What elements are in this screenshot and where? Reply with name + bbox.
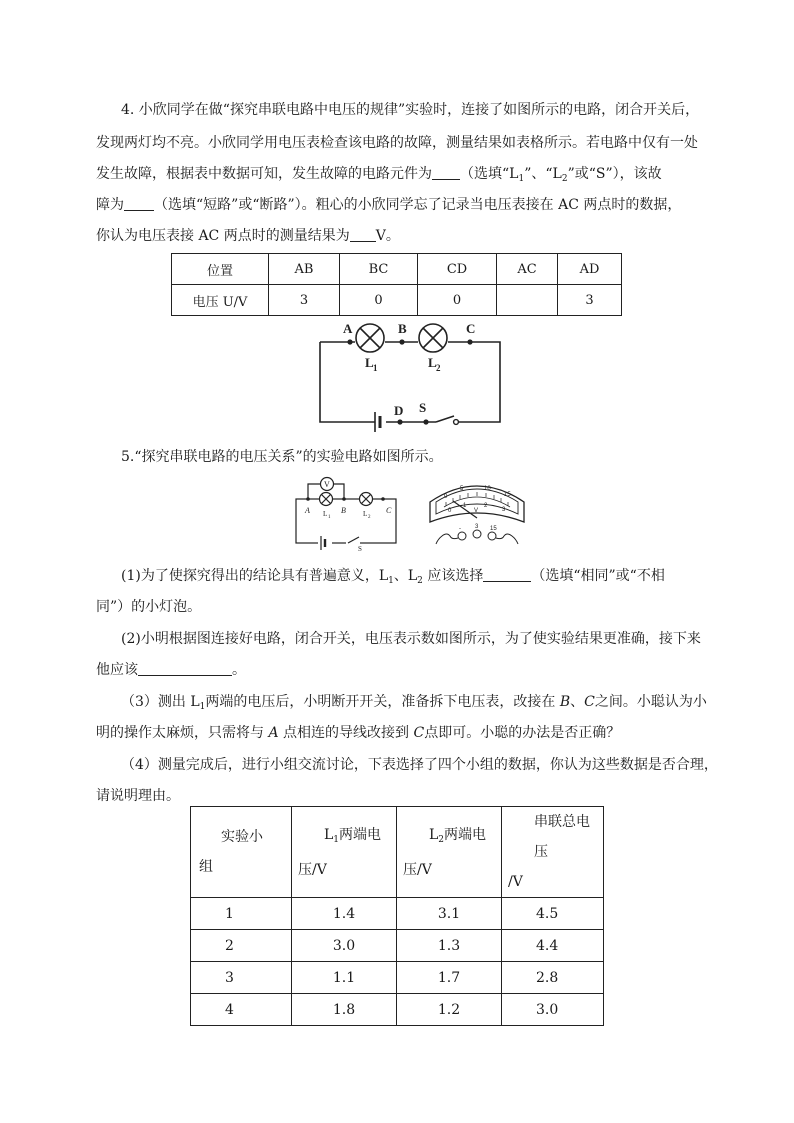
header-group-line2: 组 xyxy=(199,859,213,875)
label-s: S xyxy=(419,400,427,415)
table-cell: 1.8 xyxy=(292,994,397,1026)
q5-p2-text: 他应该 xyxy=(96,662,138,678)
header-total-line2: /V xyxy=(508,874,523,890)
q4-line-3 xyxy=(96,165,662,188)
table-cell: 3 xyxy=(269,285,340,316)
q5-circuit-diagram xyxy=(290,472,400,552)
node-b xyxy=(399,339,404,344)
label-b: B xyxy=(398,321,407,336)
subscript: 2 xyxy=(561,174,568,184)
q5-p1-text4: （选填“相同”或“不相 xyxy=(531,568,665,584)
subscript: 1 xyxy=(388,576,394,586)
header-group xyxy=(191,807,292,898)
q5-title: 5.“探究串联电路的电压关系”的实验电路如图所示。 xyxy=(121,449,443,465)
q4-circuit-diagram xyxy=(300,318,520,438)
node-c xyxy=(467,339,472,344)
q5-p3-text6: 点即可。小聪的办法是否正确？ xyxy=(424,725,621,741)
label-a: A xyxy=(305,506,310,515)
label-a: A xyxy=(343,321,353,336)
table-row xyxy=(191,898,604,930)
q5-part-2-line-1: (2)小明根据图连接好电路，闭合开关，电压表示数如图所示，为了使实验结果更准确，接下来 xyxy=(121,631,701,647)
answer-blank-fault[interactable] xyxy=(124,196,154,211)
table-cell: 2 xyxy=(191,930,292,962)
table-cell: 4.5 xyxy=(502,898,604,930)
scale-bottom-0: 0 xyxy=(448,508,452,514)
header-l2 xyxy=(397,807,502,898)
header-l1 xyxy=(292,807,397,898)
q5-part-3-line-2 xyxy=(96,724,620,742)
label-c: C xyxy=(466,321,476,336)
node-a xyxy=(347,339,352,344)
header-total-line1: 串联总电压 xyxy=(534,814,590,860)
label-l2: L xyxy=(363,510,368,518)
table-cell: 1.2 xyxy=(397,994,502,1026)
table-cell: 1.3 xyxy=(397,930,502,962)
subscript: 1 xyxy=(518,174,525,184)
scale-top-5: 5 xyxy=(460,486,464,492)
table-cell: 1.1 xyxy=(292,962,397,994)
q5-p1-text: (1)为了使探究得出的结论具有普遍意义，L xyxy=(121,568,389,584)
table-cell: 3.0 xyxy=(292,930,397,962)
q4-line-3-end: ”或“S”），该故 xyxy=(567,166,662,182)
terminal-minus-label: - xyxy=(459,526,461,532)
table-cell: 1.4 xyxy=(292,898,397,930)
table-cell: 3.0 xyxy=(502,994,604,1026)
header-l1-line2: 压/V xyxy=(298,861,327,878)
label-c: C xyxy=(386,506,392,515)
label-l1: L xyxy=(365,355,374,370)
label-l1-sub: 1 xyxy=(373,363,378,373)
table-cell: 电压 U/V xyxy=(172,285,269,316)
table-cell: AC xyxy=(497,254,558,285)
label-l1: L xyxy=(323,510,328,518)
table-cell: 3.1 xyxy=(397,898,502,930)
q5-part-4-line-1: （4）测量完成后，进行小组交流讨论，下表选择了四个小组的数据，你认为这些数据是否合理， xyxy=(121,757,718,773)
q5-p3-text5: 点相连的导线改接到 xyxy=(278,725,414,741)
table-cell: BC xyxy=(340,254,418,285)
q5-part-3-line-1 xyxy=(121,693,707,716)
scale-bottom-3: 3 xyxy=(502,507,506,513)
q5-p3-sep: 、 xyxy=(570,694,585,710)
table-cell: AB xyxy=(269,254,340,285)
label-s: S xyxy=(358,545,362,552)
q5-p3-text: （3）测出 L xyxy=(121,694,200,710)
table-cell: 2.8 xyxy=(502,962,604,994)
subscript: 2 xyxy=(417,576,423,586)
table-row xyxy=(172,285,622,316)
terminal-15[interactable] xyxy=(488,532,496,540)
q4-line-3-opt: （选填“L xyxy=(460,166,519,182)
table-cell: AD xyxy=(558,254,622,285)
point-c: C xyxy=(584,694,595,710)
header-l2-l: L xyxy=(429,826,439,843)
q5-part-2-line-2 xyxy=(96,661,246,679)
answer-blank-next-step[interactable] xyxy=(138,661,232,676)
table-cell: 位置 xyxy=(172,254,269,285)
wire-right xyxy=(496,534,518,544)
label-l1-sub: 1 xyxy=(328,515,331,520)
q5-p2-end: 。 xyxy=(232,662,246,678)
table-row xyxy=(191,962,604,994)
label-l2-sub: 2 xyxy=(436,363,441,373)
wire-left xyxy=(436,534,458,544)
header-group-line1: 实验小 xyxy=(221,829,263,845)
q5-p3-text2: 两端的电压后，小明断开开关，准备拆下电压表，改接在 xyxy=(205,694,560,710)
subscript: 2 xyxy=(438,834,445,845)
q4-line-5 xyxy=(96,227,400,245)
scale-bottom-2: 2 xyxy=(484,503,488,509)
q4-line-4-start: 障为 xyxy=(96,197,124,213)
table-cell: 0 xyxy=(340,285,418,316)
table-cell: 0 xyxy=(418,285,497,316)
table-row xyxy=(191,994,604,1026)
q4-line-1: 4. 小欣同学在做“探究串联电路中电压的规律”实验时，连接了如图所示的电路，闭合开关后， xyxy=(121,102,700,118)
q4-voltage-table xyxy=(171,253,622,316)
table-cell: 3 xyxy=(191,962,292,994)
voltmeter-label: V xyxy=(324,480,330,489)
node-s xyxy=(423,419,428,424)
q4-line-5-end: V。 xyxy=(375,228,400,244)
label-d: D xyxy=(394,403,404,418)
terminal-3-label: 3 xyxy=(475,524,479,530)
q5-part-4-line-2: 请说明理由。 xyxy=(96,788,180,804)
q5-p1-text2: 、L xyxy=(393,568,418,584)
q4-line-4-end: （选填“短路”或“断路”）。粗心的小欣同学忘了记录当电压表接在 AC 两点时的数据， xyxy=(154,197,682,213)
meter-unit: V xyxy=(474,508,479,514)
q5-part-1-line-1 xyxy=(121,567,665,590)
q5-p1-text3: 应该选择 xyxy=(422,568,484,584)
header-l2-line2: 压/V xyxy=(403,861,432,878)
label-b: B xyxy=(341,506,346,515)
subscript: 1 xyxy=(199,702,206,712)
point-b: B xyxy=(559,694,571,710)
scale-top-0: 0 xyxy=(444,494,448,500)
q5-group-data-table xyxy=(190,806,604,1026)
scale-top-15: 15 xyxy=(504,492,511,498)
terminal-15-label: 15 xyxy=(490,526,497,532)
q4-line-4 xyxy=(96,196,681,214)
q5-p3-text4: 明的操作太麻烦，只需将与 xyxy=(96,725,269,741)
label-l2-sub: 2 xyxy=(368,515,371,520)
table-cell: 4.4 xyxy=(502,930,604,962)
scale-bottom-1: 1 xyxy=(463,503,467,509)
table-header-row xyxy=(172,254,622,285)
voltmeter-dial xyxy=(422,474,532,554)
table-cell: 1 xyxy=(191,898,292,930)
q4-line-3-text: 发生故障，根据表中数据可知，发生故障的电路元件为 xyxy=(96,166,432,182)
q5-p3-text3: 之间。小聪认为小 xyxy=(594,694,707,710)
answer-blank-component[interactable] xyxy=(432,165,460,180)
answer-blank-bulbs[interactable] xyxy=(483,567,531,582)
point-a: A xyxy=(268,725,279,741)
scale-top-10: 10 xyxy=(484,486,491,492)
table-cell[interactable] xyxy=(497,285,558,316)
table-cell: 1.7 xyxy=(397,962,502,994)
header-l2-text: 两端电 xyxy=(444,826,487,843)
answer-blank-voltage[interactable] xyxy=(350,227,376,242)
table-cell: 3 xyxy=(558,285,622,316)
q4-line-5-start: 你认为电压表接 AC 两点时的测量结果为 xyxy=(96,228,350,244)
table-cell: CD xyxy=(418,254,497,285)
q4-line-3-opt2: ”、“L xyxy=(524,166,562,182)
terminal-minus[interactable] xyxy=(458,532,466,540)
point-c: C xyxy=(413,725,425,741)
terminal-3[interactable] xyxy=(473,530,481,538)
header-l1-text: 两端电 xyxy=(339,826,382,843)
table-row xyxy=(191,930,604,962)
table-cell: 4 xyxy=(191,994,292,1026)
subscript: 1 xyxy=(333,834,340,845)
header-total xyxy=(502,807,604,898)
node-d xyxy=(397,419,402,424)
q4-line-2: 发现两灯均不亮。小欣同学用电压表检查该电路的故障，测量结果如表格所示。若电路中仅有一处 xyxy=(96,135,698,151)
table-header-row xyxy=(191,807,604,898)
q5-part-1-line-2: 同”）的小灯泡。 xyxy=(96,599,202,615)
label-l2: L xyxy=(428,355,437,370)
header-l1-l: L xyxy=(324,826,334,843)
